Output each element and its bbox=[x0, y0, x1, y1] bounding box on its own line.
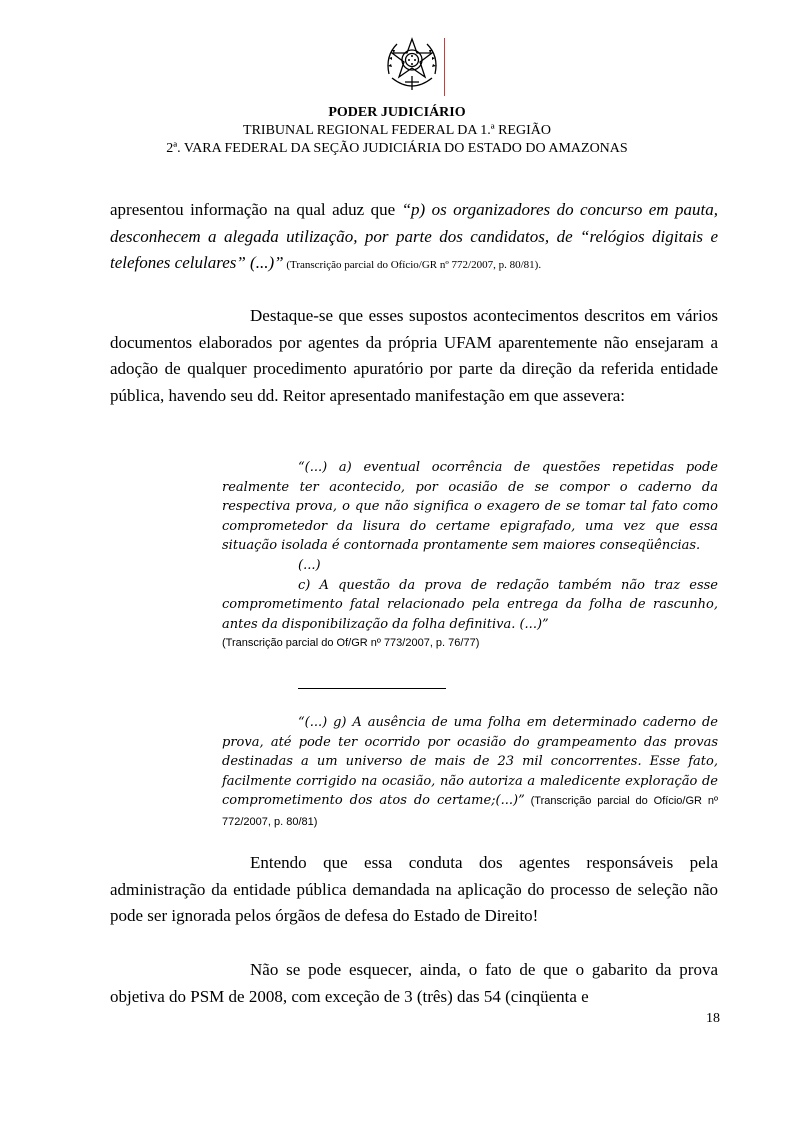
header-section: 2ª. VARA FEDERAL DA SEÇÃO JUDICIÁRIA DO ESTADO DO AMAZONAS bbox=[166, 141, 628, 156]
quote-separator bbox=[298, 688, 446, 689]
page-number: 18 bbox=[706, 1011, 720, 1026]
quote-1-citation: (Transcrição parcial do Of/GR nº 773/2007, p. 76/77) bbox=[222, 637, 480, 650]
paragraph-1-citation: (Transcrição parcial do Ofício/GR nº 772/2007, p. 80/81). bbox=[283, 259, 542, 271]
quote-1-item-a: “(...) a) eventual ocorrência de questões repetidas pode realmente ter acontecido, por ocasião de se compor o caderno da respectiva prova, o que não significa o exagero de se tomar tal fato como comprometedor da lisura do certame epigrafado, uma vez que essa situação isolada é contornada prontamente sem maiores conseqüências. bbox=[222, 460, 718, 554]
quote-2-citation: (Transcrição parcial do Ofício/GR nº 772/2007, p. 80/81) bbox=[222, 795, 718, 828]
header-court: TRIBUNAL REGIONAL FEDERAL DA 1.ª REGIÃO bbox=[243, 123, 551, 138]
quote-2-text: “(...) g) A ausência de uma folha em determinado caderno de prova, até pode ter ocorrido por ocasião do grampeamento das provas destinadas a um universo de mais de 23 mil concorrentes. Esse fato, facilmente corrigido na ocasião, não autoriza a maledicente exploração de comprometimento dos atos do certame;(...)” bbox=[222, 715, 718, 809]
paragraph-1-lead: apresentou informação na qual aduz que bbox=[110, 200, 402, 219]
coat-of-arms-icon bbox=[383, 36, 441, 96]
quote-1-ellipsis: (...) bbox=[298, 557, 321, 573]
header-divider-line bbox=[444, 38, 445, 96]
quote-1-item-c: c) A questão da prova de redação também não traz esse comprometimento fatal relacionado pela entrega da folha de rascunho, antes da disponibilização da folha definitiva. (...)” bbox=[222, 577, 718, 632]
header-power: PODER JUDICIÁRIO bbox=[328, 105, 466, 120]
block-quote-1 bbox=[222, 458, 718, 654]
block-quote-2 bbox=[222, 713, 718, 833]
paragraph-2: Destaque-se que esses supostos acontecimentos descritos em vários documentos elaborados por agentes da própria UFAM aparentemente não ensejaram a adoção de qualquer procedimento apuratório por parte da direção da referida entidade pública, havendo seu dd. Reitor apresentado manifestação em que assevera: bbox=[110, 306, 718, 405]
paragraph-3: Entendo que essa conduta dos agentes responsáveis pela administração da entidade pública demandada na aplicação do processo de seleção não pode ser ignorada pelos órgãos de defesa do Estado de Direito! bbox=[110, 853, 718, 925]
paragraph-1 bbox=[110, 197, 718, 279]
paragraph-1-quote: “p) os organizadores do concurso em pauta, desconhecem a alegada utilização, por parte dos candidatos, de “relógios digitais e telefones celulares” (...)” bbox=[110, 200, 718, 272]
paragraph-4: Não se pode esquecer, ainda, o fato de que o gabarito da prova objetiva do PSM de 2008, com exceção de 3 (três) das 54 (cinqüenta e bbox=[110, 960, 718, 1006]
quote-2-item-g bbox=[222, 713, 718, 833]
